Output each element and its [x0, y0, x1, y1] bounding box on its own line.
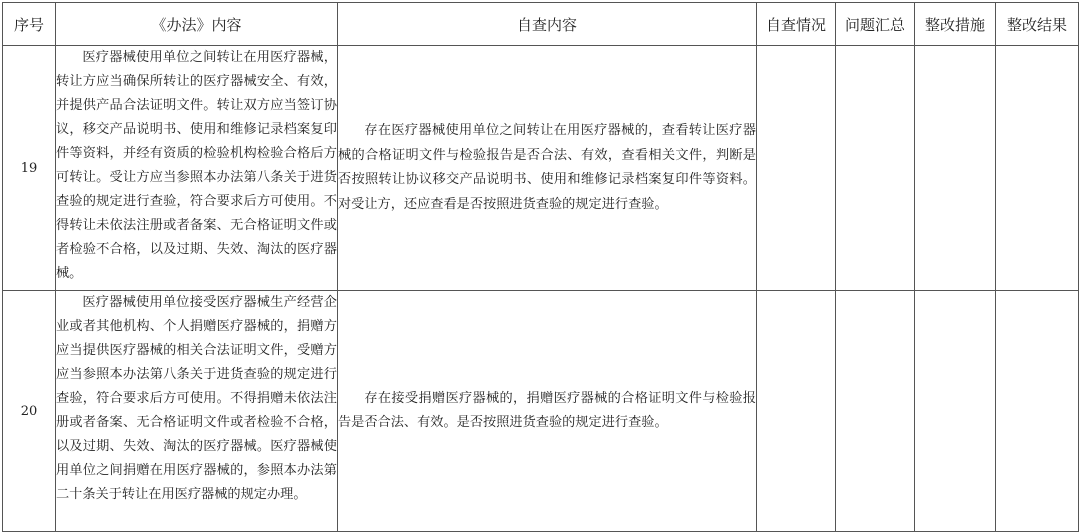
rectification-result-cell[interactable] — [996, 46, 1079, 291]
header-number: 序号 — [3, 3, 56, 46]
table-header-row — [3, 3, 1079, 46]
header-rectification-result: 整改结果 — [996, 3, 1079, 46]
measures-text: 医疗器械使用单位接受医疗器械生产经营企业或者其他机构、个人捐赠医疗器械的，捐赠方应当提供医疗器械的相关合法证明文件，受赠方应当参照本办法第八条关于进货查验的规定进行查验，符合要求后方可使用。不得捐赠未依法注册或者备案、无合格证明文件或者检验不合格，以及过期、失效、淘汰的医疗器械。医疗器械使用单位之间捐赠在用医疗器械的，参照本办法第二十条关于转让在用医疗器械的规定办理。 — [56, 295, 337, 502]
check-content-cell — [338, 46, 757, 291]
header-measures-content: 《办法》内容 — [56, 3, 338, 46]
rectification-result-cell[interactable] — [996, 291, 1079, 532]
header-rectification-measures: 整改措施 — [915, 3, 996, 46]
table-row — [3, 291, 1079, 532]
self-check-status-cell[interactable] — [757, 46, 836, 291]
self-inspection-table — [2, 2, 1079, 532]
row-number: 20 — [3, 291, 56, 532]
measures-text: 医疗器械使用单位之间转让在用医疗器械，转让方应当确保所转让的医疗器械安全、有效，并提供产品合法证明文件。转让双方应当签订协议，移交产品说明书、使用和维修记录档案复印件等资料，并经有资质的检验机构检验合格后方可转让。受让方应当参照本办法第八条关于进货查验的规定进行查验，符合要求后方可使用。不得转让未依法注册或者备案、无合格证明文件或者检验不合格，以及过期、失效、淘汰的医疗器械。 — [56, 50, 337, 281]
check-content-text: 存在医疗器械使用单位之间转让在用医疗器械的，查看转让医疗器械的合格证明文件与检验报告是否合法、有效，查看相关文件，判断是否按照转让协议移交产品说明书、使用和维修记录档案复印件等资料。对受让方，还应查看是否按照进货查验的规定进行查验。 — [338, 123, 756, 212]
issue-summary-cell[interactable] — [836, 46, 915, 291]
measures-cell — [56, 291, 338, 532]
header-self-check-status: 自查情况 — [757, 3, 836, 46]
rectification-measures-cell[interactable] — [915, 46, 996, 291]
check-content-text: 存在接受捐赠医疗器械的，捐赠医疗器械的合格证明文件与检验报告是否合法、有效。是否按照进货查验的规定进行查验。 — [338, 390, 756, 430]
row-number: 19 — [3, 46, 56, 291]
rectification-measures-cell[interactable] — [915, 291, 996, 532]
self-check-status-cell[interactable] — [757, 291, 836, 532]
check-content-cell — [338, 291, 757, 532]
header-issue-summary: 问题汇总 — [836, 3, 915, 46]
measures-cell — [56, 46, 338, 291]
issue-summary-cell[interactable] — [836, 291, 915, 532]
table-row — [3, 46, 1079, 291]
header-check-content: 自查内容 — [338, 3, 757, 46]
